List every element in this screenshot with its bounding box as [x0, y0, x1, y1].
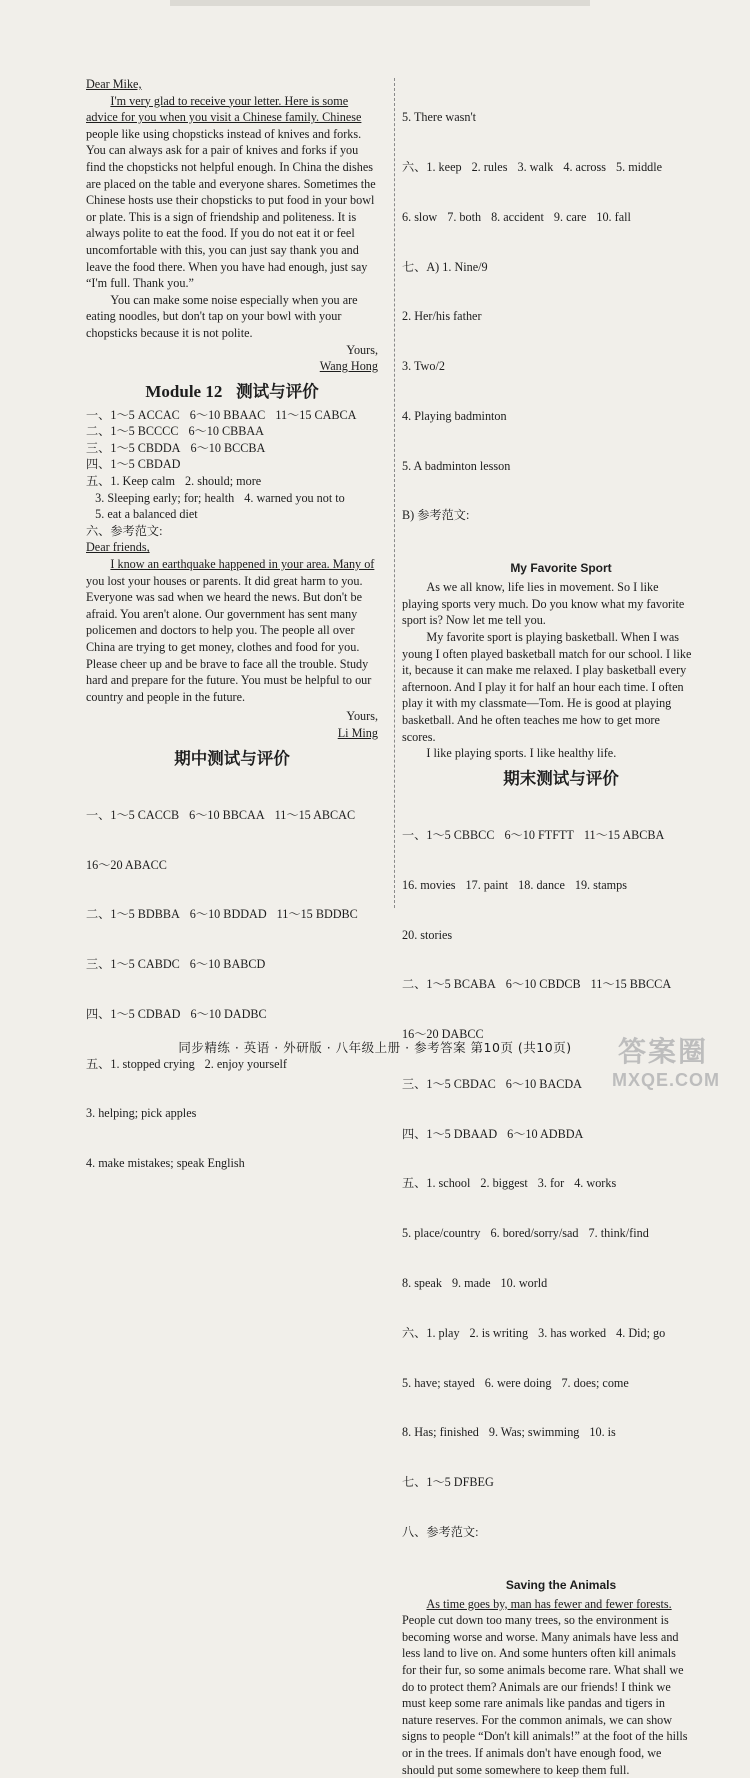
answer-row [402, 159, 720, 176]
answer-cell: 二、1～5 BCCCC [86, 424, 179, 439]
answer-row [402, 1375, 720, 1392]
answer-cell: 11～15 BBCCA [590, 977, 672, 992]
essay-line: scores. [402, 729, 436, 744]
answer-row [402, 1225, 720, 1242]
answer-row [402, 827, 720, 844]
answer-cell: 8. speak [402, 1275, 442, 1290]
answer-cell: 一、1～5 ACCAC [86, 407, 180, 422]
answer-cell: 6～10 CBBAA [188, 424, 264, 439]
answer-cell: B) 参考范文: [402, 508, 470, 523]
answer-cell: 9. Was; swimming [488, 1425, 580, 1440]
answer-cell: 7. both [447, 209, 482, 224]
letter1-body [86, 93, 378, 342]
answer-row [402, 507, 720, 524]
answer-cell: 8. Has; finished [402, 1425, 479, 1440]
answer-cell: 三、1～5 CABDC [86, 957, 180, 972]
module12-answers [86, 407, 378, 540]
answer-cell: 三、1～5 CBDDA [86, 440, 181, 455]
answer-cell: 6～10 BABCD [189, 957, 266, 972]
answer-cell: 2. Her/his father [402, 309, 482, 324]
answer-cell: 6. were doing [484, 1375, 552, 1390]
answer-cell: 10. world [500, 1275, 548, 1290]
answer-row [86, 807, 378, 824]
answer-row [402, 408, 720, 425]
essay-line: less land to live on. And some hunters often kill animals [402, 1646, 676, 1661]
answer-row [86, 473, 378, 490]
essay1-body [402, 579, 720, 762]
essay-line: nature reserves. For the common animals, we can show [402, 1712, 673, 1727]
answer-cell: 4. works [574, 1176, 617, 1191]
answer-cell: 11～15 BDDBC [276, 907, 358, 922]
answer-cell: 六、1. keep [402, 159, 462, 174]
answer-cell: 二、1～5 BCABA [402, 977, 496, 992]
letter-line: China are trying to get money, clothes and food for you. [86, 640, 360, 654]
letter-line: hard and prepare for the future. You must be helpful to our [86, 673, 372, 688]
answer-row [402, 1126, 720, 1143]
essay2-body [402, 1596, 720, 1778]
letter-line: leave the food there. When you have had enough, just say [86, 259, 368, 274]
answer-cell: 三、1～5 CBDAC [402, 1076, 496, 1091]
answer-cell: 11～15 ABCBA [583, 827, 665, 842]
letter-line: You can make some noise especially when you are [110, 292, 358, 307]
answer-cell: 11～15 CABCA [275, 407, 357, 422]
answer-cell: 6～10 BDDAD [189, 907, 267, 922]
answer-cell: 4. Did; go [616, 1325, 666, 1340]
answer-row [402, 927, 720, 944]
answer-row [86, 1006, 378, 1023]
answer-cell: 6. slow [402, 209, 438, 224]
answer-cell: 五、1. stopped crying [86, 1056, 195, 1071]
answer-cell: 6～10 CBDCB [505, 977, 581, 992]
answer-row [402, 358, 720, 375]
answer-cell: 6～10 BACDA [505, 1076, 582, 1091]
essay-line: sport is? Now let me tell you. [402, 613, 546, 628]
left-column [86, 76, 378, 1205]
letter-line: Please cheer up and be brave to face all the trouble. Study [86, 656, 369, 671]
answer-cell: 6. bored/sorry/sad [490, 1226, 579, 1241]
answer-row [86, 506, 378, 523]
answer-row [86, 906, 378, 923]
answer-cell: 17. paint [465, 877, 509, 892]
answer-row [402, 109, 720, 126]
answer-cell: 3. Two/2 [402, 359, 445, 374]
answer-cell: 七、A) 1. Nine/9 [402, 259, 488, 274]
essay-line: afternoon. And I play it for half an hour each time. I often [402, 679, 684, 694]
answer-cell: 四、1～5 CDBAD [86, 1006, 181, 1021]
answer-cell: 5. eat a balanced diet [86, 507, 198, 522]
answer-row [402, 259, 720, 276]
essay-line: should put some somewhere to keep them full. [402, 1762, 630, 1777]
essay-line: becoming worse and worse. Many animals have less and [402, 1629, 679, 1644]
answer-cell: 9. care [553, 209, 587, 224]
answer-row [402, 1275, 720, 1292]
essay-line: I like playing sports. I like healthy life. [426, 746, 617, 761]
answer-cell: 5. A badminton lesson [402, 458, 511, 473]
answer-cell: 4. Playing badminton [402, 408, 507, 423]
letter-line: Everyone was sad when we heard the news. But don't be [86, 590, 362, 605]
answer-cell: 7. does; come [561, 1375, 629, 1390]
essay-line: As we all know, life lies in movement. So I like [426, 580, 659, 595]
answer-cell: 二、1～5 BDBBA [86, 907, 180, 922]
answer-cell: 4. warned you not to [244, 490, 345, 505]
answer-cell: 6～10 BBCAA [189, 807, 265, 822]
essay-line: As time goes by, man has fewer and fewer forests. [426, 1596, 672, 1611]
answer-row [402, 877, 720, 894]
answer-cell: 8. accident [491, 209, 544, 224]
letter-line: eating noodles, but don't tap on your bowl with your [86, 309, 342, 324]
final-heading: 期末测试与评价 [503, 769, 619, 788]
answer-cell: 3. walk [517, 159, 554, 174]
answer-row [86, 423, 378, 440]
answer-row [402, 308, 720, 325]
answer-cell: 5. place/country [402, 1226, 481, 1241]
answer-row [402, 458, 720, 475]
answer-cell: 3. helping; pick apples [86, 1106, 197, 1121]
letter-line: policemen and doctors to help you. The people all over [86, 623, 355, 638]
letter-line: are placed on the table and everyone shares. Sometimes the [86, 176, 376, 191]
answer-row [402, 1424, 720, 1441]
answer-cell: 六、参考范文: [86, 523, 163, 538]
answer-row [86, 490, 378, 507]
answer-row [86, 857, 378, 874]
answer-cell: 10. fall [596, 209, 631, 224]
essay-line: basketball. And he often teaches me how to get more [402, 712, 660, 727]
answer-cell: 2. enjoy yourself [204, 1056, 287, 1071]
essay-line: for their fur, so some animals become rare. What shall we [402, 1663, 684, 1678]
essay-line: play it with my classmate—Tom. He is good at playing [402, 696, 672, 711]
answer-cell: 七、1～5 DFBEG [402, 1475, 494, 1490]
answer-cell: 6～10 DADBC [190, 1006, 267, 1021]
midterm-heading: 期中测试与评价 [174, 749, 290, 768]
answer-cell: 2. is writing [469, 1325, 529, 1340]
letter1-signature: Wang Hong [319, 359, 378, 374]
answer-cell: 六、1. play [402, 1325, 460, 1340]
answer-cell: 2. should; more [185, 474, 262, 489]
answer-cell: 3. for [537, 1176, 565, 1191]
answer-cell: 四、1～5 DBAAD [402, 1126, 498, 1141]
letter-line: “I'm full. Thank you.” [86, 276, 194, 291]
answer-cell: 五、1. school [402, 1176, 471, 1191]
letter1-salutation: Dear Mike, [86, 77, 142, 91]
answer-cell: 3. Sleeping early; for; health [86, 490, 235, 505]
letter-line: uncomfortable with this, you can just say thank you and [86, 242, 359, 257]
answer-cell: 7. think/find [588, 1226, 649, 1241]
essay-line: or in the trees. If animals don't have enough food, we [402, 1746, 662, 1760]
essay-line: signs to people “Don't kill animals!” at the foot of the hills [402, 1729, 688, 1744]
answer-cell: 5. middle [616, 159, 663, 174]
answer-cell: 19. stamps [574, 877, 627, 892]
letter-line: You can always ask for a pair of knives and forks if you [86, 143, 359, 158]
answer-cell: 9. made [451, 1275, 491, 1290]
answer-row [86, 456, 378, 473]
answer-row [86, 407, 378, 424]
top-edge [170, 0, 590, 6]
answer-cell: 18. dance [518, 877, 565, 892]
essay-line: playing sports very much. Do you know what my favorite [402, 596, 685, 611]
module12-title-cn: 测试与评价 [236, 382, 319, 401]
letter2-body [86, 556, 378, 705]
answer-row [402, 1474, 720, 1491]
answer-cell: 11～15 ABCAC [274, 807, 356, 822]
letter-line: I know an earthquake happened in your area. Many of [110, 557, 375, 572]
essay-line: it, because it can make me relaxed. I play basketball every [402, 663, 687, 678]
letter-line: afraid. You aren't alone. Our government has sent many [86, 606, 358, 621]
answer-cell: 2. biggest [480, 1176, 528, 1191]
letter-line: always polite to eat the food. If you do not eat it or feel [86, 226, 355, 241]
essay-line: My favorite sport is playing basketball. When I was [426, 630, 680, 644]
letter-line: country and people in the future. [86, 689, 246, 704]
answer-cell: 一、1～5 CBBCC [402, 827, 495, 842]
answer-cell: 四、1～5 CBDAD [86, 457, 181, 472]
answer-cell: 一、1～5 CACCB [86, 807, 180, 822]
letter-line: I'm very glad to receive your letter. Here is some [110, 93, 349, 108]
answer-cell: 3. has worked [538, 1325, 607, 1340]
essay-line: do to protect them? Animals are our friends! I think we [402, 1679, 671, 1694]
column-divider [394, 78, 395, 908]
answer-row [86, 1155, 378, 1172]
answer-cell: 4. across [563, 159, 607, 174]
answer-cell: 5. There wasn't [402, 110, 477, 125]
module12-heading [86, 381, 378, 403]
answer-row [402, 1524, 720, 1541]
letter2-closing: Yours, [346, 709, 378, 724]
letter1-closing: Yours, [346, 342, 378, 357]
essay-line: People cut down too many trees, so the environment is [402, 1613, 669, 1628]
answer-cell: 20. stories [402, 927, 453, 942]
answer-cell: 八、参考范文: [402, 1524, 479, 1539]
letter-line: people like using chopsticks instead of knives and forks. [86, 126, 362, 141]
answer-cell: 6～10 BCCBA [190, 440, 266, 455]
midterm-answers [86, 774, 378, 1205]
final-answers [402, 794, 720, 1574]
essay2-title: Saving the Animals [505, 1577, 617, 1592]
watermark-logo [604, 1030, 734, 1102]
module12-title-num: Module 12 [145, 381, 223, 401]
letter2-salutation: Dear friends, [86, 540, 150, 555]
letter-line: or plate. This is a sign of friendship and politeness. It is [86, 209, 357, 224]
unit-answers [402, 76, 720, 557]
letter2-signature: Li Ming [337, 725, 378, 740]
answer-cell: 五、1. Keep calm [86, 474, 176, 489]
page-footer: 同步精练 · 英语 · 外研版 · 八年级上册 · 参考答案 第10页 (共10页) [178, 1040, 572, 1055]
answer-row [86, 956, 378, 973]
letter-line: Chinese hosts use their chopsticks to put food in your bowl [86, 193, 375, 208]
letter-line: chopsticks because it is not polite. [86, 325, 253, 340]
answer-cell: 6～10 BBAAC [189, 407, 266, 422]
answer-row [402, 209, 720, 226]
letter-line: you lost your houses or parents. It did great harm to you. [86, 573, 363, 588]
answer-cell: 4. make mistakes; speak English [86, 1156, 245, 1171]
essay1-title: My Favorite Sport [510, 561, 612, 576]
letter-line: find the chopsticks not helpful enough. In China the dishes [86, 159, 374, 174]
answer-cell: 2. rules [471, 159, 508, 174]
answer-row [86, 1056, 378, 1073]
answer-cell: 6～10 FTFTT [504, 827, 574, 842]
answer-cell: 10. is [589, 1425, 616, 1440]
watermark-text: 答案圈 [618, 1036, 709, 1067]
answer-cell: 5. have; stayed [402, 1375, 475, 1390]
answer-cell: 6～10 ADBDA [507, 1126, 584, 1141]
answer-row [86, 440, 378, 457]
letter-line: advice for you when you visit a Chinese family. Chinese [86, 110, 362, 125]
watermark-url: MXQE.COM [612, 1070, 721, 1090]
answer-cell: 16. movies [402, 877, 456, 892]
answer-row [402, 1325, 720, 1342]
answer-cell: 16～20 ABACC [86, 857, 167, 872]
answer-row [402, 1175, 720, 1192]
answer-row [86, 523, 378, 540]
answer-row [402, 976, 720, 993]
answer-row [86, 1105, 378, 1122]
right-column [402, 76, 720, 1778]
answer-cell: 16～20 DABCC [402, 1027, 484, 1042]
essay-line: young I often played basketball match for our school. I like [402, 646, 692, 661]
essay-line: must keep some rare animals like pandas and tigers in [402, 1696, 665, 1711]
